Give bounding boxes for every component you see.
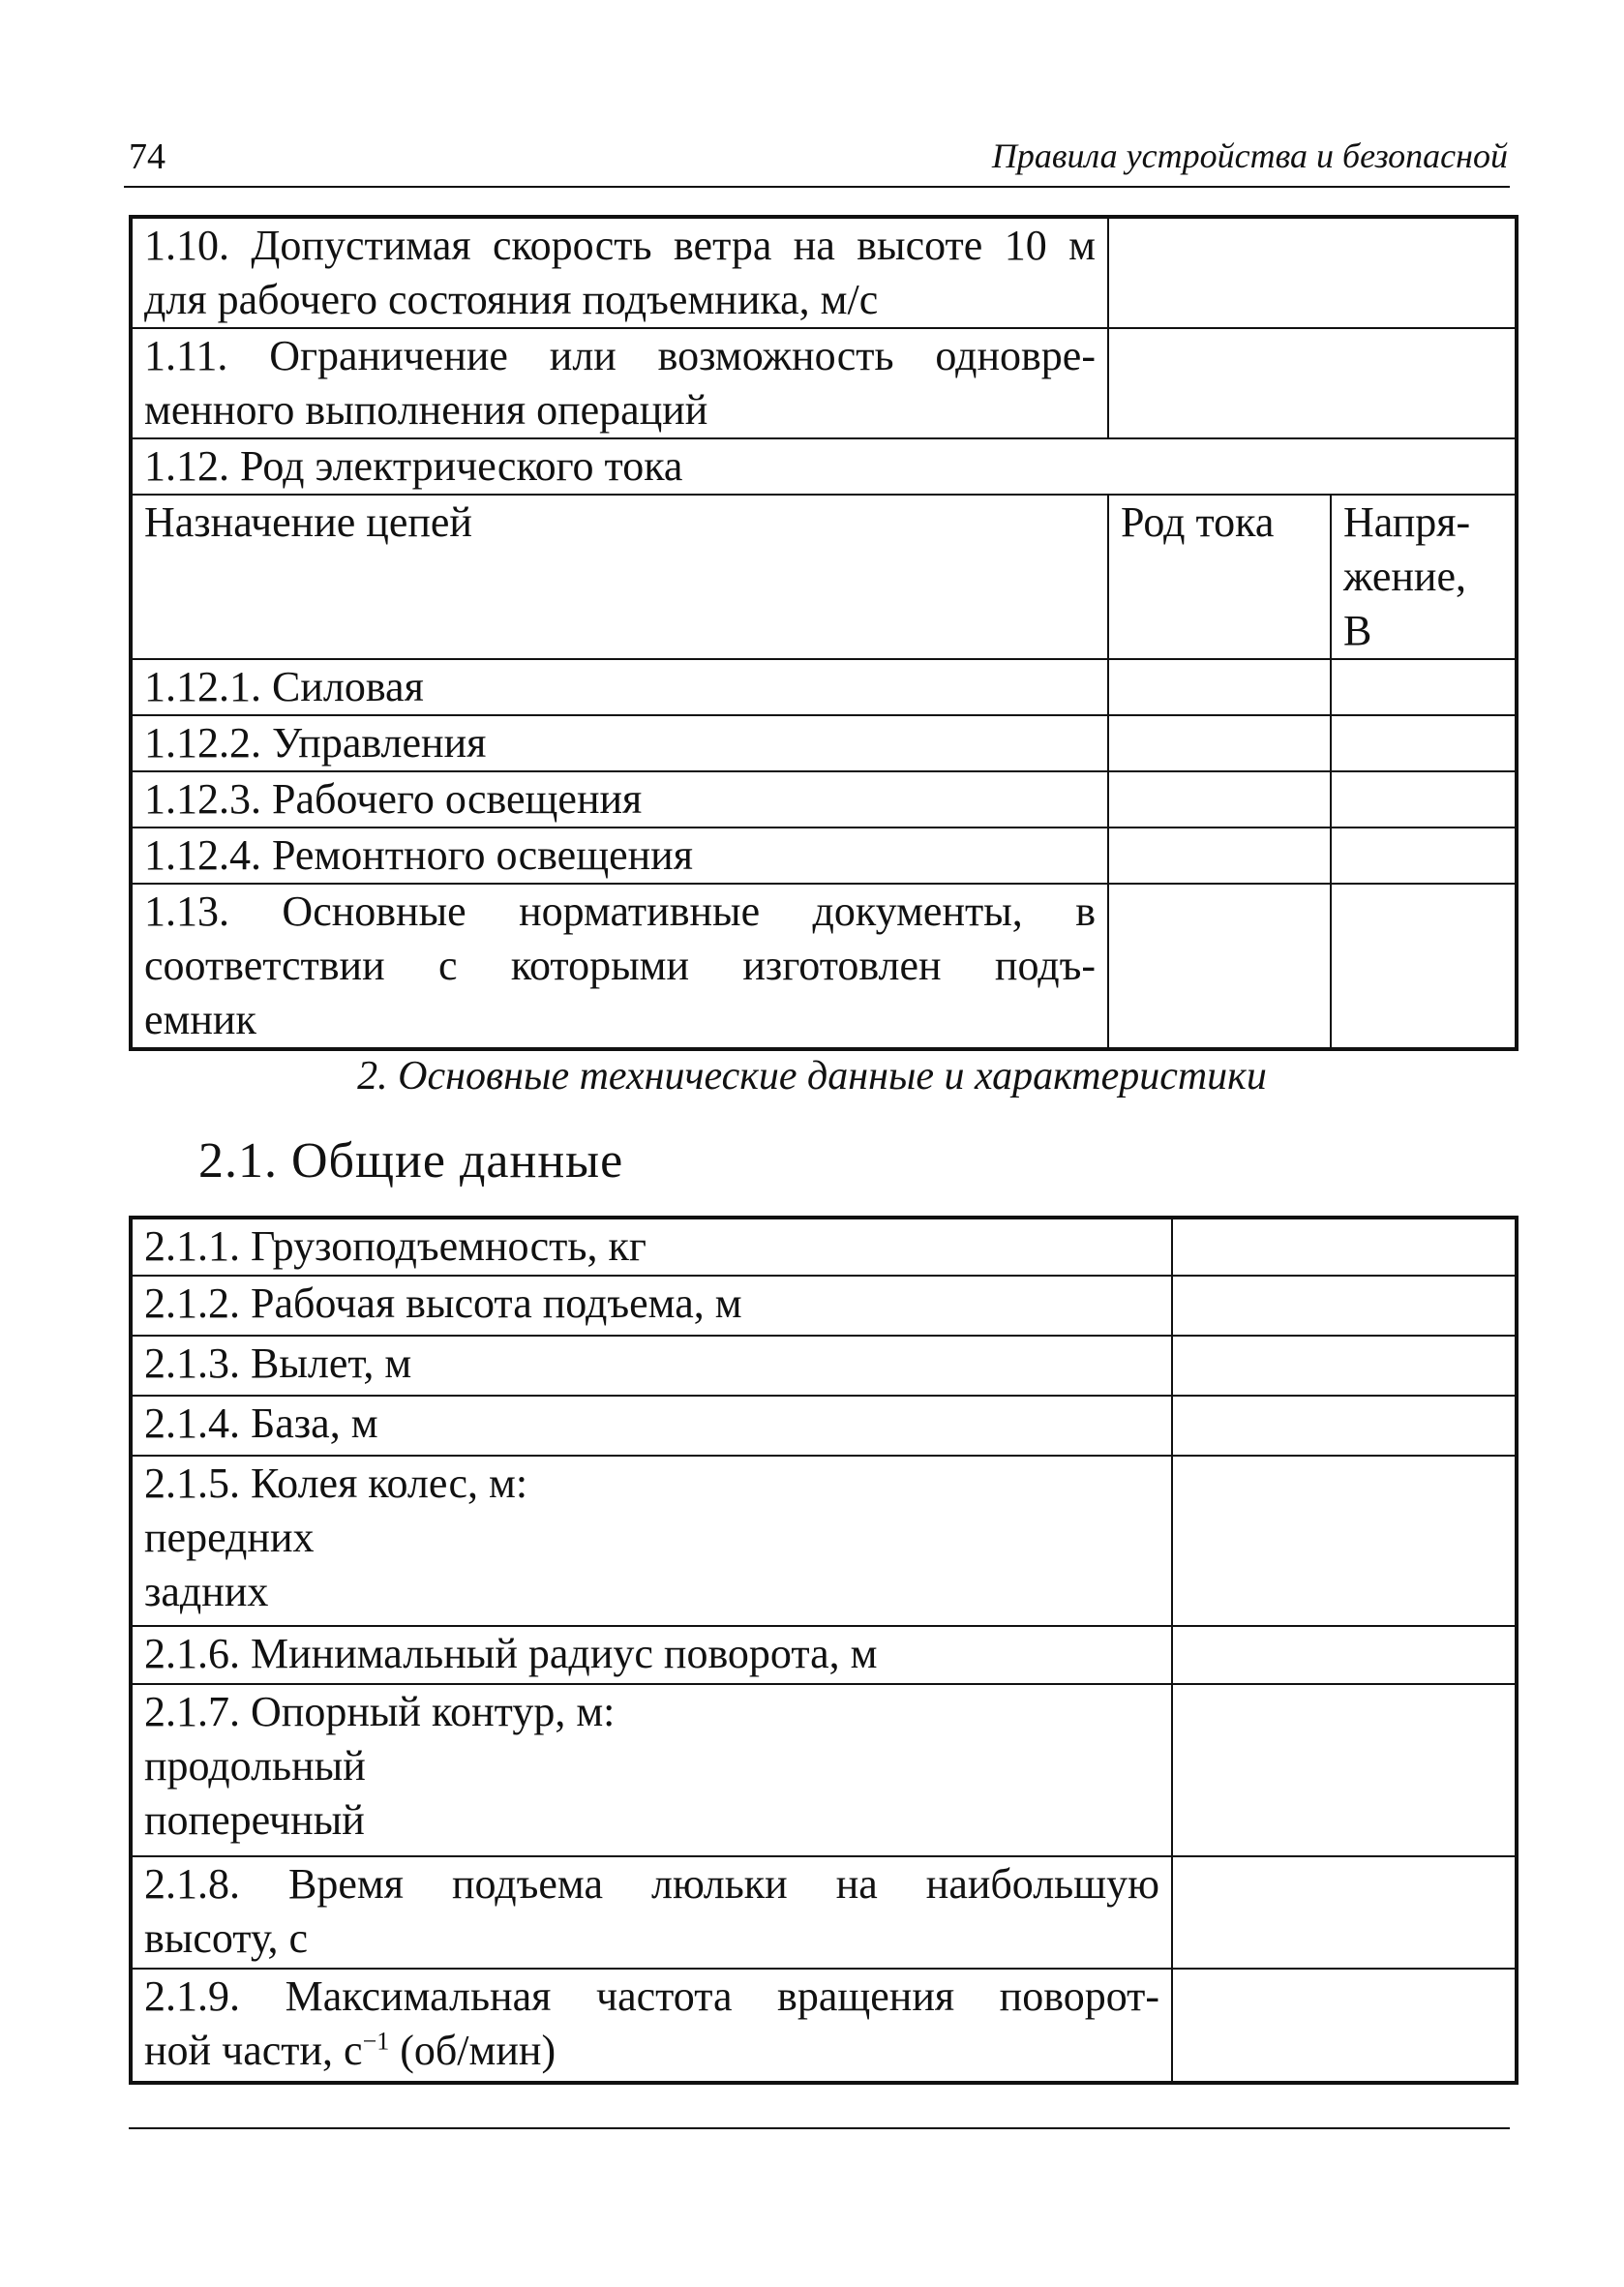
table-row [131, 1969, 1517, 2083]
value-cell [1172, 1856, 1517, 1969]
value-cell [1172, 1626, 1517, 1684]
value-cell [1108, 328, 1517, 438]
circuit-label: 1.12.2. Управления [131, 715, 1108, 771]
table-row [131, 1396, 1517, 1456]
table-row [131, 659, 1517, 715]
circuit-label: 1.12.4. Ремонтного освещения [131, 828, 1108, 884]
running-title: Правила устройства и безопасной [991, 136, 1508, 175]
table-row [131, 1626, 1517, 1684]
table-row [131, 771, 1517, 828]
value-cell [1108, 715, 1331, 771]
value-cell [1172, 1684, 1517, 1856]
param-label: 2.1.8. Время подъема люльки на наибольшую высоту, с [131, 1856, 1172, 1969]
table-row [131, 884, 1517, 1049]
general-data-table [129, 1216, 1519, 2085]
table-row [131, 217, 1517, 328]
value-cell [1108, 659, 1331, 715]
table-row [131, 1218, 1517, 1276]
column-header-current: Род тока [1108, 495, 1331, 659]
value-cell [1172, 1396, 1517, 1456]
table-row [131, 328, 1517, 438]
param-label: 2.1.4. База, м [131, 1396, 1172, 1456]
section-caption: 2. Основные технические данные и характеристики [357, 1054, 1267, 1098]
value-cell [1172, 1218, 1517, 1276]
table-row [131, 1276, 1517, 1336]
param-label: 2.1.1. Грузоподъемность, кг [131, 1218, 1172, 1276]
param-label: 2.1.9. Максимальная частота вращения поворот- ной части, $с^{-1}$ (об/мин) [131, 1969, 1172, 2083]
value-cell [1108, 828, 1331, 884]
param-label: 2.1.6. Минимальный радиус поворота, м [131, 1626, 1172, 1684]
value-cell [1331, 659, 1517, 715]
value-cell [1172, 1336, 1517, 1396]
value-cell [1172, 1456, 1517, 1626]
table-row [131, 828, 1517, 884]
column-header-purpose: Назначение цепей [131, 495, 1108, 659]
value-cell [1331, 884, 1517, 1049]
cell-1-10: 1.10. Допустимая скорость ветра на высоте 10 м для рабочего состояния подъемника, м/с [131, 217, 1108, 328]
param-label: 2.1.7. Опорный контур, м: продольный поперечный [131, 1684, 1172, 1856]
param-label: 2.1.3. Вылет, м [131, 1336, 1172, 1396]
table-header-row [131, 495, 1517, 659]
column-header-voltage: Напря- жение, В [1331, 495, 1517, 659]
cell-1-13: 1.13. Основные нормативные документы, в соответствии с которыми изготовлен подъ- емник [131, 884, 1108, 1049]
value-cell [1108, 771, 1331, 828]
value-cell [1331, 771, 1517, 828]
value-cell [1172, 1969, 1517, 2083]
value-cell [1108, 884, 1331, 1049]
table-row [131, 1456, 1517, 1626]
circuit-label: 1.12.3. Рабочего освещения [131, 771, 1108, 828]
cell-1-11: 1.11. Ограничение или возможность одновре- менного выполнения операций [131, 328, 1108, 438]
value-cell [1331, 828, 1517, 884]
footer-rule [129, 2127, 1510, 2129]
table-row [131, 1684, 1517, 1856]
sub-heading: 2.1. Общие данные [198, 1133, 624, 1189]
param-label: 2.1.5. Колея колес, м: передних задних [131, 1456, 1172, 1626]
param-label: 2.1.2. Рабочая высота подъема, м [131, 1276, 1172, 1336]
page-number: 74 [129, 136, 165, 177]
table-row [131, 1336, 1517, 1396]
table-row [131, 1856, 1517, 1969]
value-cell [1108, 217, 1517, 328]
value-cell [1331, 715, 1517, 771]
cell-1-12: 1.12. Род электрического тока [131, 438, 1517, 495]
table-row [131, 438, 1517, 495]
header-rule [124, 186, 1510, 188]
circuit-label: 1.12.1. Силовая [131, 659, 1108, 715]
value-cell [1172, 1276, 1517, 1336]
electrical-data-table [129, 215, 1519, 1051]
table-row [131, 715, 1517, 771]
